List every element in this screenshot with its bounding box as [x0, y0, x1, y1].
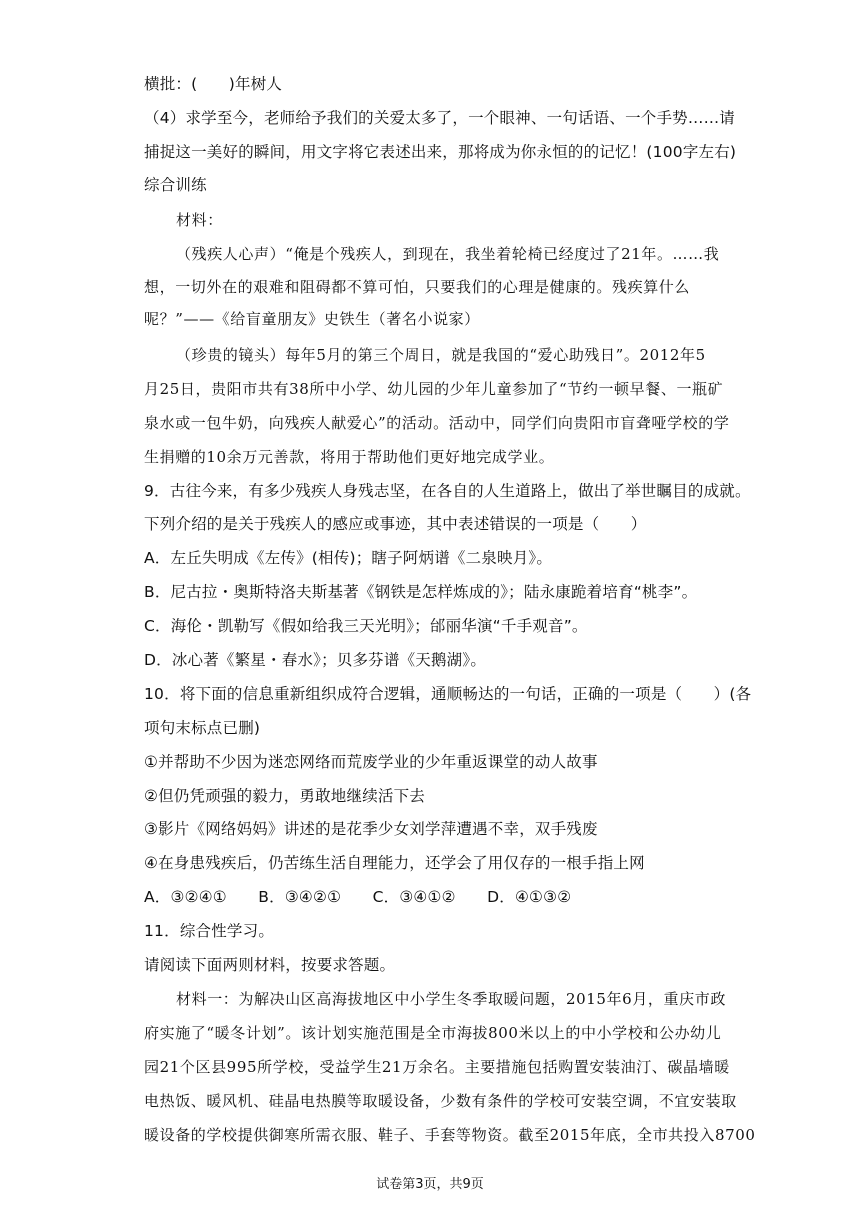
- material-one-paragraph: 材料一：为解决山区高海拔地区中小学生冬季取暖问题，2015年6月，重庆市政: [176, 990, 726, 1008]
- material-paragraph-2-cont: 生捐赠的10余万元善款，将用于帮助他们更好地完成学业。: [144, 448, 555, 466]
- question-10-stem-cont: 项句末标点已删): [144, 719, 261, 737]
- question-9-option-d: D．冰心著《繁星・春水》；贝多芬谱《天鹅湖》。: [144, 651, 487, 669]
- material-one-paragraph-cont: 暖设备的学校提供御寒所需衣服、鞋子、手套等物资。截至2015年底，全市共投入8700: [144, 1126, 756, 1144]
- question-10-options: A．③②④① B．③④②① C．③④①② D．④①③②: [144, 888, 572, 906]
- section-heading: 综合训练: [144, 176, 207, 194]
- question-10-stem: 10．将下面的信息重新组织成符合逻辑，通顺畅达的一句话，正确的一项是（ ）(各: [144, 685, 752, 703]
- material-paragraph-2: （珍贵的镜头）每年5月的第三个周日，就是我国的“爱心助残日”。2012年5: [176, 346, 706, 364]
- question-9-stem-cont: 下列介绍的是关于残疾人的感应或事迹，其中表述错误的一项是（ ）: [144, 515, 647, 533]
- material-one-paragraph-cont: 园21个区县995所学校，受益学生21万余名。主要措施包括购置安装油汀、碳晶墙暖: [144, 1058, 730, 1076]
- question-11-instruction: 请阅读下面两则材料，按要求答题。: [144, 956, 396, 974]
- question-11-title: 11．综合性学习。: [144, 922, 275, 940]
- question-4-prompt-cont: 捕捉这一美好的瞬间，用文字将它表述出来，那将成为你永恒的的记忆！(100字左右): [144, 143, 737, 161]
- question-4-prompt: （4）求学至今，老师给予我们的关爱太多了，一个眼神、一句话语、一个手势……请: [144, 109, 735, 127]
- material-paragraph-2-cont: 泉水或一包牛奶，向残疾人献爱心”的活动。活动中，同学们向贵阳市盲聋哑学校的学: [144, 414, 730, 432]
- question-9-option-b: B．尼古拉・奥斯特洛夫斯基著《钢铁是怎样炼成的》；陆永康跪着培育“桃李”。: [144, 583, 698, 601]
- material-paragraph-1: （残疾人心声）“俺是个残疾人，到现在，我坐着轮椅已经度过了21年。……我: [176, 245, 720, 263]
- material-paragraph-1-cont: 想，一切外在的艰难和阻碍都不算可怕，只要我们的心理是健康的。残疾算什么: [144, 278, 691, 296]
- page-footer: 试卷第3页，共9页: [376, 1177, 484, 1192]
- question-9-option-a: A．左丘失明成《左传》(相传)；瞎子阿炳谱《二泉映月》。: [144, 549, 553, 567]
- material-paragraph-2-cont: 月25日，贵阳市共有38所中小学、幼儿园的少年儿童参加了“节约一顿早餐、一瓶矿: [144, 380, 724, 398]
- material-paragraph-1-cont: 呢？”——《给盲童朋友》史铁生（著名小说家）: [144, 310, 480, 328]
- material-one-paragraph-cont: 电热饭、暖风机、硅晶电热膜等取暖设备，少数有条件的学校可安装空调，不宜安装取: [144, 1092, 737, 1110]
- question-10-item-4: ④在身患残疾后，仍苦练生活自理能力，还学会了用仅存的一根手指上网: [144, 854, 645, 872]
- question-10-item-2: ②但仍凭顽强的毅力，勇敢地继续活下去: [144, 787, 425, 805]
- material-one-paragraph-cont: 府实施了“暖冬计划”。该计划实施范围是全市海拔800米以上的中小学校和公办幼儿: [144, 1024, 722, 1042]
- couplet-horizontal-line: 横批：( )年树人: [144, 75, 283, 93]
- question-10-item-1: ①并帮助不少因为迷恋网络而荒废学业的少年重返课堂的动人故事: [144, 753, 598, 771]
- question-9-option-c: C．海伦・凯勒写《假如给我三天光明》；邰丽华演“千手观音”。: [144, 617, 588, 635]
- material-label: 材料：: [176, 211, 223, 229]
- question-10-item-3: ③影片《网络妈妈》讲述的是花季少女刘学萍遭遇不幸，双手残废: [144, 820, 598, 838]
- question-9-stem: 9．古往今来，有多少残疾人身残志坚，在各自的人生道路上，做出了举世瞩目的成就。: [144, 482, 751, 500]
